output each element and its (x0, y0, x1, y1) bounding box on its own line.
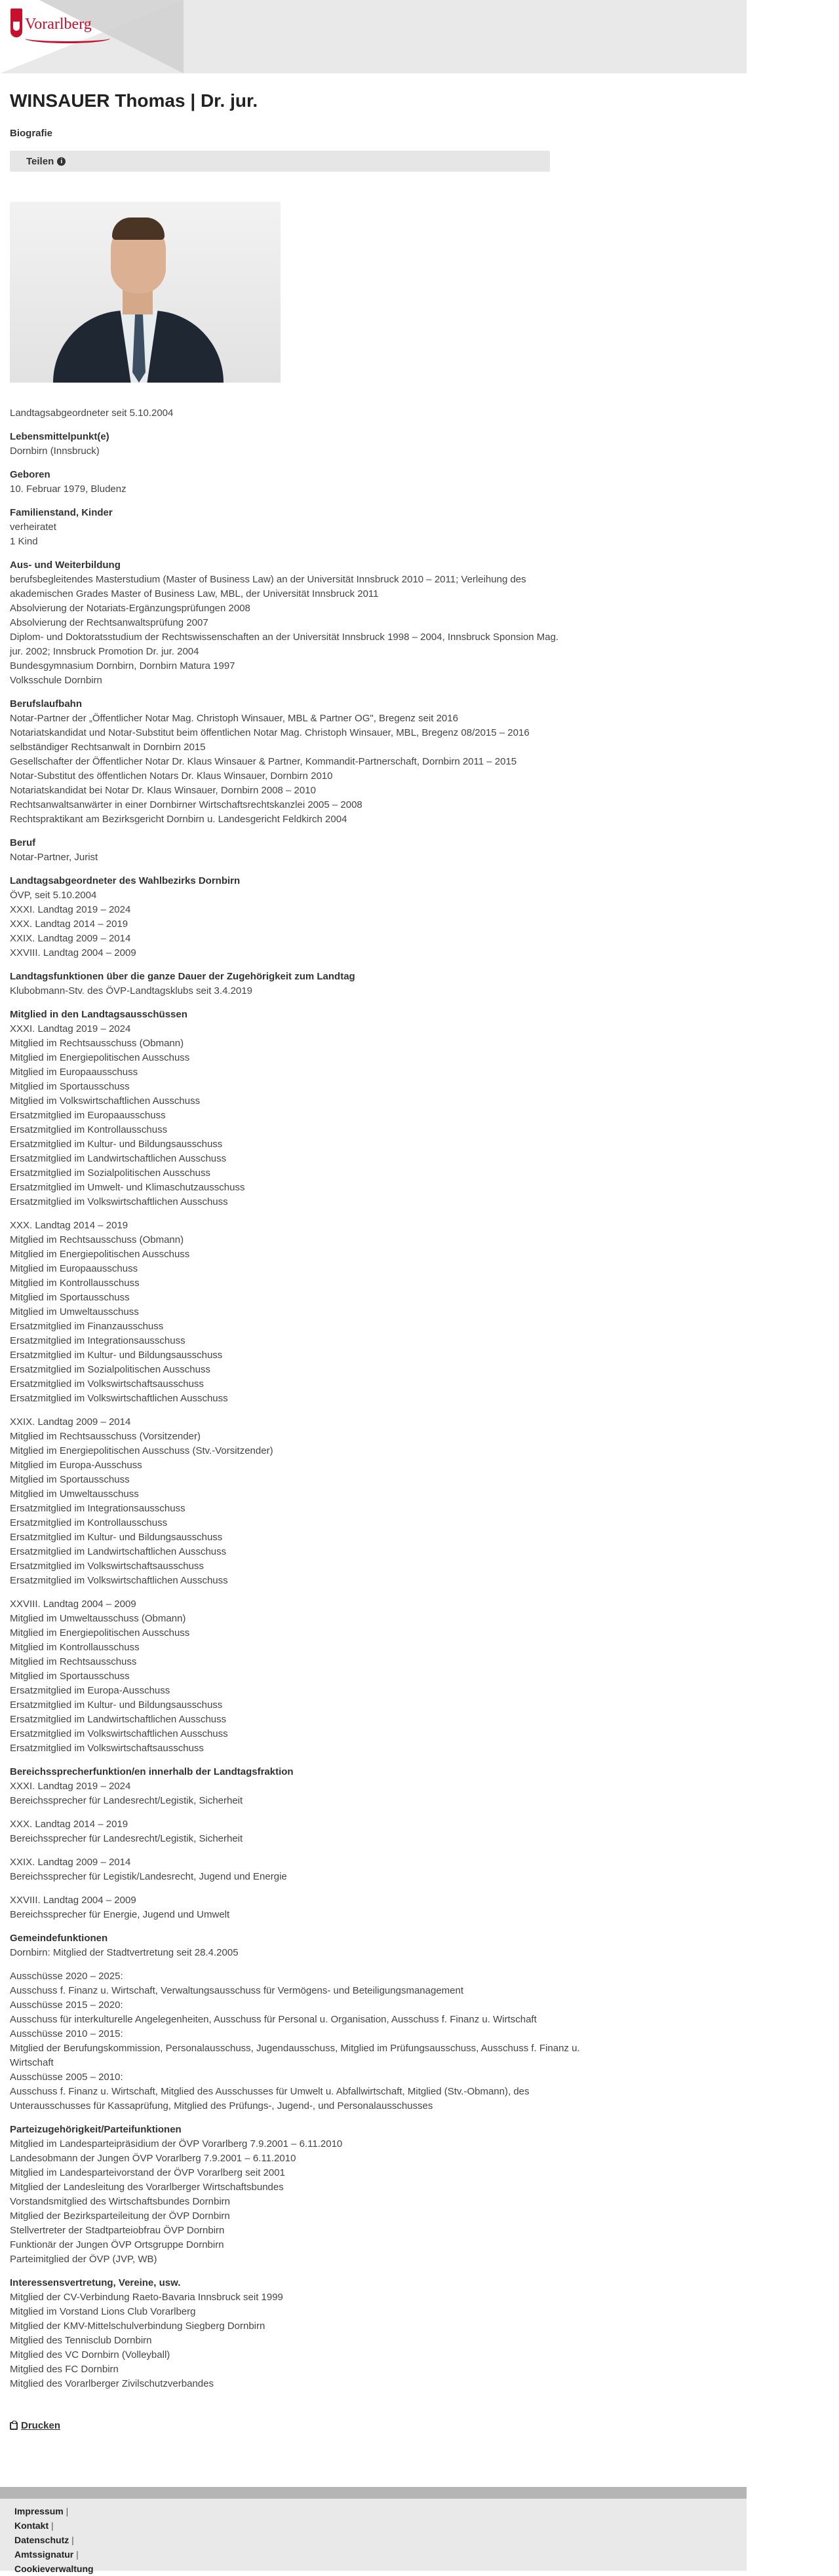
bio-line: Ausschüsse 2005 – 2010: (10, 2072, 123, 2083)
bio-line: XXVIII. Landtag 2004 – 2009 (10, 1599, 136, 1610)
bio-section-title: Landtagsabgeordneter des Wahlbezirks Dornbirn (10, 875, 241, 886)
bio-line: Bereichssprecher für Landesrecht/Legistik, Sicherheit (10, 1795, 243, 1806)
bio-line: verheiratet (10, 521, 56, 533)
bio-line: Ersatzmitglied im Landwirtschaftlichen Ausschuss (10, 1546, 227, 1557)
bio-section (10, 970, 731, 998)
site-logo[interactable] (10, 9, 92, 40)
bio-section-title: Aus- und Weiterbildung (10, 559, 121, 571)
bio-line: Mitglied der KMV-Mittelschulverbindung Siegberg Dornbirn (10, 2320, 265, 2332)
bio-intro (10, 406, 731, 421)
bio-line: Ersatzmitglied im Kultur- und Bildungsausschuss (10, 1699, 223, 1711)
coat-of-arms-icon (10, 9, 22, 40)
bio-section-title: Gemeindefunktionen (10, 1933, 108, 1944)
bio-line: Ersatzmitglied im Integrationsausschuss (10, 1335, 185, 1346)
bio-line: Notariatskandidat bei Notar Dr. Klaus Winsauer, Dornbirn 2008 – 2010 (10, 785, 316, 796)
page-subtitle: Biografie (10, 128, 53, 139)
bio-line: Absolvierung der Rechtsanwaltsprüfung 2007 (10, 617, 208, 628)
bio-line: akademischen Grades Master of Business Law, MBL, der Universität Innsbruck 2011 (10, 588, 379, 599)
bio-line: Ersatzmitglied im Volkswirtschaftsausschuss (10, 1743, 204, 1754)
bio-block (10, 1597, 731, 1756)
biography (10, 406, 731, 2391)
footer-separator: | (73, 2549, 79, 2560)
bio-line: Bereichssprecher für Landesrecht/Legistik, Sicherheit (10, 1833, 243, 1844)
bio-line: Mitglied im Kontrollausschuss (10, 1642, 140, 1653)
bio-line: Ersatzmitglied im Volkswirtschaftlichen Ausschuss (10, 1575, 228, 1586)
bio-section-title: Familienstand, Kinder (10, 507, 113, 518)
bio-line: Ersatzmitglied im Landwirtschaftlichen Ausschuss (10, 1153, 227, 1164)
bio-line: Mitglied im Volkswirtschaftlichen Ausschuss (10, 1095, 201, 1107)
bio-line: Mitglied der Bezirksparteileitung der ÖVP Dornbirn (10, 2210, 230, 2222)
bio-section-title: Parteizugehörigkeit/Parteifunktionen (10, 2124, 182, 2135)
bio-intro-text: Landtagsabgeordneter seit 5.10.2004 (10, 407, 174, 419)
bio-line: 10. Februar 1979, Bludenz (10, 483, 127, 495)
site-header (0, 0, 747, 73)
bio-line: Dornbirn (Innsbruck) (10, 445, 100, 457)
bio-line: 1 Kind (10, 536, 38, 547)
bio-line: Vorstandsmitglied des Wirtschaftsbundes Dornbirn (10, 2196, 230, 2207)
bio-line: Ersatzmitglied im Sozialpolitischen Ausschuss (10, 1167, 210, 1179)
bio-line: Parteimitglied der ÖVP (JVP, WB) (10, 2254, 157, 2265)
bio-line: Notar-Partner, Jurist (10, 852, 98, 863)
bio-line: Rechtspraktikant am Bezirksgericht Dornbirn u. Landesgericht Feldkirch 2004 (10, 814, 347, 825)
bio-line: Notar-Partner der „Öffentlicher Notar Mag. Christoph Winsauer, MBL & Partner OG", Bregenz seit 2016 (10, 713, 458, 724)
bio-section (10, 697, 731, 827)
bio-line: XXVIII. Landtag 2004 – 2009 (10, 947, 136, 958)
bio-section (10, 468, 731, 497)
bio-line: selbständiger Rechtsanwalt in Dornbirn 2015 (10, 742, 206, 753)
bio-block (10, 1219, 731, 1406)
print-label: Drucken (21, 2420, 61, 2431)
bio-line: Wirtschaft (10, 2057, 54, 2068)
bio-line: Ersatzmitglied im Volkswirtschaftlichen Ausschuss (10, 1728, 228, 1739)
bio-line: Mitglied im Europa-Ausschuss (10, 1460, 142, 1471)
bio-line: Ersatzmitglied im Kontrollausschuss (10, 1517, 168, 1528)
bio-line: Mitglied im Kontrollausschuss (10, 1278, 140, 1289)
bio-section-title: Geboren (10, 469, 50, 480)
bio-line: Ersatzmitglied im Europa-Ausschuss (10, 1685, 170, 1696)
bio-line: XXXI. Landtag 2019 – 2024 (10, 1023, 131, 1034)
bio-line: Ersatzmitglied im Finanzausschuss (10, 1321, 164, 1332)
bio-section-title: Interessensvertretung, Vereine, usw. (10, 2277, 181, 2288)
bio-block (10, 444, 731, 459)
bio-line: Ausschüsse 2020 – 2025: (10, 1971, 123, 1982)
bio-line: Mitglied im Landesparteipräsidium der ÖVP Vorarlberg 7.9.2001 – 6.11.2010 (10, 2138, 343, 2150)
bio-line: Mitglied im Umweltausschuss (Obmann) (10, 1613, 186, 1624)
bio-line: Ersatzmitglied im Kontrollausschuss (10, 1124, 168, 1135)
bio-line: Ersatzmitglied im Volkswirtschaftlichen Ausschuss (10, 1196, 228, 1207)
bio-section (10, 874, 731, 960)
bio-line: jur. 2002; Innsbruck Promotion Dr. jur. 2004 (10, 646, 199, 657)
bio-line: Ersatzmitglied im Sozialpolitischen Ausschuss (10, 1364, 210, 1375)
bio-line: Ausschuss f. Finanz u. Wirtschaft, Mitglied des Ausschusses für Umwelt u. Abfallwirtschaft, Mitglied (Stv.-Obmann), des (10, 2086, 530, 2097)
bio-section (10, 430, 731, 459)
bio-line: Ausschuss für interkulturelle Angelegenheiten, Ausschuss für Personal u. Organisation, Ausschuss f. Finanz u. Wirtschaft (10, 2014, 537, 2025)
bio-line: Klubobmann-Stv. des ÖVP-Landtagsklubs seit 3.4.2019 (10, 985, 252, 996)
bio-line: Funktionär der Jungen ÖVP Ortsgruppe Dornbirn (10, 2239, 224, 2250)
bio-line: Ausschüsse 2010 – 2015: (10, 2028, 123, 2039)
bio-line: Mitglied im Energiepolitischen Ausschuss (10, 1249, 190, 1260)
bio-line: Mitglied der CV-Verbindung Raeto-Bavaria Innsbruck seit 1999 (10, 2292, 283, 2303)
bio-line: Mitglied im Landesparteivorstand der ÖVP Vorarlberg seit 2001 (10, 2167, 285, 2178)
bio-line: Ersatzmitglied im Kultur- und Bildungsausschuss (10, 1532, 223, 1543)
bio-line: Mitglied der Berufungskommission, Personalausschuss, Jugendausschuss, Mitglied im Prüfungsausschuss, Ausschuss f. Finanz u. (10, 2043, 580, 2054)
bio-line: Mitglied der Landesleitung des Vorarlberger Wirtschaftsbundes (10, 2182, 284, 2193)
bio-line: Mitglied im Europaausschuss (10, 1067, 138, 1078)
bio-line: Dornbirn: Mitglied der Stadtvertretung seit 28.4.2005 (10, 1947, 239, 1958)
bio-line: Gesellschafter der Öffentlicher Notar Dr. Klaus Winsauer & Partner, Kommandit-Partnerschaft, Dornbirn 2011 – 2015 (10, 756, 517, 767)
bio-line: XXIX. Landtag 2009 – 2014 (10, 933, 131, 944)
bio-line: ÖVP, seit 5.10.2004 (10, 890, 97, 901)
bio-line: Notariatskandidat und Notar-Substitut beim öffentlichen Notar Mag. Christoph Winsauer, MBL, Bregenz 08/2015 – 2016 (10, 727, 530, 738)
bio-block (10, 482, 731, 497)
bio-block (10, 1893, 731, 1922)
bio-line: Mitglied im Rechtsausschuss (Vorsitzender) (10, 1431, 201, 1442)
bio-line: XXVIII. Landtag 2004 – 2009 (10, 1895, 136, 1906)
bio-line: Bereichssprecher für Energie, Jugend und Umwelt (10, 1909, 230, 1920)
bio-section (10, 1931, 731, 2113)
bio-line: XXX. Landtag 2014 – 2019 (10, 1220, 128, 1231)
bio-block (10, 1022, 731, 1209)
bio-line: Mitglied des FC Dornbirn (10, 2364, 119, 2375)
info-icon: i (57, 157, 66, 166)
footer-link-row (14, 2562, 94, 2576)
bio-section (10, 1008, 731, 1756)
bio-line: berufsbegleitendes Masterstudium (Master of Business Law) an der Universität Innsbruck 2010 – 2011; Verleihung des (10, 574, 526, 585)
print-link[interactable] (10, 2420, 731, 2431)
footer-link[interactable]: Impressum (14, 2506, 64, 2516)
bio-line: Landesobmann der Jungen ÖVP Vorarlberg 7.9.2001 – 6.11.2010 (10, 2153, 296, 2164)
bio-line: Mitglied im Vorstand Lions Club Vorarlberg (10, 2306, 196, 2317)
bio-line: XXX. Landtag 2014 – 2019 (10, 919, 128, 930)
bio-line: Mitglied im Sportausschuss (10, 1671, 130, 1682)
bio-line: Ersatzmitglied im Integrationsausschuss (10, 1503, 185, 1514)
site-footer (0, 2487, 747, 2571)
bio-line: Mitglied im Sportausschuss (10, 1081, 130, 1092)
main-content (10, 85, 731, 2431)
bio-line: Mitglied im Rechtsausschuss (Obmann) (10, 1038, 184, 1049)
bio-line: Mitglied im Rechtsausschuss (10, 1656, 137, 1667)
bio-line: Ersatzmitglied im Volkswirtschaftlichen Ausschuss (10, 1393, 228, 1404)
bio-line: Mitglied im Energiepolitischen Ausschuss (10, 1627, 190, 1638)
bio-block (10, 1969, 731, 2113)
bio-section (10, 836, 731, 865)
footer-separator: | (49, 2520, 54, 2531)
bio-line: Bundesgymnasium Dornbirn, Dornbirn Matura 1997 (10, 660, 235, 672)
footer-separator: | (69, 2535, 74, 2545)
portrait-photo (10, 202, 281, 383)
bio-block (10, 2137, 731, 2267)
bio-block (10, 2290, 731, 2391)
bio-line: Mitglied im Rechtsausschuss (Obmann) (10, 1234, 184, 1245)
logo-swoosh (25, 33, 110, 43)
bio-block (10, 1855, 731, 1884)
bio-line: Ausschuss f. Finanz u. Wirtschaft, Verwaltungsausschuss für Vermögens- und Beteiligungsmanagement (10, 1985, 464, 1996)
footer-link[interactable]: Datenschutz (14, 2535, 69, 2545)
bio-section (10, 2276, 731, 2391)
bio-section (10, 506, 731, 549)
bio-line: XXIX. Landtag 2009 – 2014 (10, 1416, 131, 1428)
bio-line: Ersatzmitglied im Volkswirtschaftsausschuss (10, 1561, 204, 1572)
bio-block (10, 1817, 731, 1846)
bio-line: Rechtsanwaltsanwärter in einer Dornbirner Wirtschaftsrechtskanzlei 2005 – 2008 (10, 799, 362, 810)
footer-link-row (14, 2547, 94, 2562)
footer-link[interactable]: Kontakt (14, 2520, 49, 2531)
bio-section-title: Mitglied in den Landtagsausschüssen (10, 1009, 187, 1020)
bio-block (10, 573, 731, 688)
bio-line: Mitglied im Sportausschuss (10, 1292, 130, 1303)
bio-line: Mitglied im Energiepolitischen Ausschuss (Stv.-Vorsitzender) (10, 1445, 273, 1456)
bio-line: Diplom- und Doktoratsstudium der Rechtswissenschaften an der Universität Innsbruck 1998 – 2004, Innsbruck Sponsion Mag. (10, 632, 559, 643)
page-title: WINSAUER Thomas | Dr. jur. (10, 90, 258, 111)
bio-block (10, 1415, 731, 1588)
bio-line: Notar-Substitut des öffentlichen Notars Dr. Klaus Winsauer, Dornbirn 2010 (10, 770, 333, 782)
bio-section (10, 1765, 731, 1922)
bio-line: Ersatzmitglied im Volkswirtschaftsausschuss (10, 1378, 204, 1390)
bio-line: Mitglied des Tennisclub Dornbirn (10, 2335, 152, 2346)
share-bar (10, 151, 550, 172)
bio-block (10, 711, 731, 827)
footer-link-row (14, 2518, 94, 2533)
bio-line: Ausschüsse 2015 – 2020: (10, 1999, 123, 2011)
bio-section-title: Beruf (10, 837, 36, 848)
bio-line: Ersatzmitglied im Landwirtschaftlichen Ausschuss (10, 1714, 227, 1725)
bio-line: Stellvertreter der Stadtparteiobfrau ÖVP Dornbirn (10, 2225, 225, 2236)
bio-line: Mitglied im Umweltausschuss (10, 1488, 139, 1500)
footer-link[interactable]: Cookieverwaltung (14, 2564, 94, 2574)
bio-section-title: Bereichssprecherfunktion/en innerhalb der Landtagsfraktion (10, 1766, 294, 1777)
footer-link-row (14, 2533, 94, 2547)
bio-line: XXXI. Landtag 2019 – 2024 (10, 1781, 131, 1792)
bio-section-title: Berufslaufbahn (10, 698, 83, 710)
bio-section-title: Landtagsfunktionen über die ganze Dauer der Zugehörigkeit zum Landtag (10, 971, 355, 982)
bio-line: Mitglied im Europaausschuss (10, 1263, 138, 1274)
bio-line: Mitglied des VC Dornbirn (Volleyball) (10, 2349, 170, 2360)
bio-line: XXX. Landtag 2014 – 2019 (10, 1819, 128, 1830)
footer-link[interactable]: Amtssignatur (14, 2549, 74, 2560)
bio-line: Mitglied im Sportausschuss (10, 1474, 130, 1485)
bio-block (10, 888, 731, 960)
footer-links (14, 2504, 94, 2576)
bio-line: Absolvierung der Notariats-Ergänzungsprüfungen 2008 (10, 603, 250, 614)
bio-block (10, 984, 731, 998)
footer-separator: | (63, 2506, 69, 2516)
bio-line: Ersatzmitglied im Europaausschuss (10, 1110, 166, 1121)
bio-block (10, 1779, 731, 1808)
footer-bar (0, 2487, 747, 2499)
bio-line: Ersatzmitglied im Kultur- und Bildungsausschuss (10, 1139, 223, 1150)
footer-link-row (14, 2504, 94, 2518)
bio-line: XXIX. Landtag 2009 – 2014 (10, 1857, 131, 1868)
bio-section (10, 558, 731, 688)
bio-line: Bereichssprecher für Legistik/Landesrecht, Jugend und Energie (10, 1871, 287, 1882)
bio-section-title: Lebensmittelpunkt(e) (10, 431, 109, 442)
share-button[interactable] (26, 156, 66, 167)
bio-block (10, 520, 731, 549)
bio-line: Ersatzmitglied im Kultur- und Bildungsausschuss (10, 1350, 223, 1361)
printer-icon (10, 2422, 18, 2430)
logo-text: Vorarlberg (25, 16, 92, 33)
bio-line: Mitglied des Vorarlberger Zivilschutzverbandes (10, 2378, 214, 2389)
bio-line: XXXI. Landtag 2019 – 2024 (10, 904, 131, 915)
bio-line: Mitglied im Energiepolitischen Ausschuss (10, 1052, 190, 1063)
bio-block (10, 1946, 731, 1960)
bio-line: Volksschule Dornbirn (10, 675, 102, 686)
bio-line: Unterausschusses für Kassaprüfung, Mitglied des Prüfungs-, Jugend-, und Personalausschusses (10, 2100, 433, 2112)
share-label: Teilen (26, 155, 54, 167)
bio-section (10, 2123, 731, 2267)
bio-line: Mitglied im Umweltausschuss (10, 1306, 139, 1317)
bio-block (10, 850, 731, 865)
bio-line: Ersatzmitglied im Umwelt- und Klimaschutzausschuss (10, 1182, 245, 1193)
